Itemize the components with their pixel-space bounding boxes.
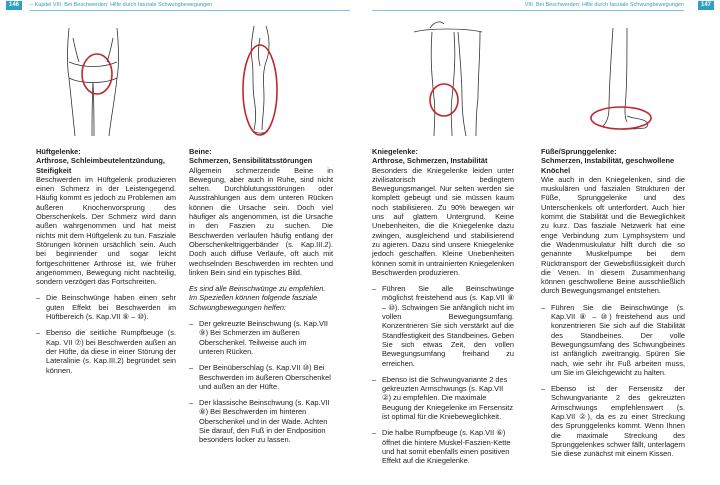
section-subtitle: Arthrose, Schleimbeutelentzündung, Steifigkeit: [36, 156, 165, 175]
hip-illustration: [55, 18, 130, 138]
knee-illustration: [410, 18, 490, 138]
running-head-left: – Kapitel VIII. Bei Beschwerden: Hilfe durch fasziale Schwungbewegungen: [30, 2, 213, 8]
page-header: [0, 0, 720, 11]
page-number-right: 147: [698, 1, 714, 10]
list-item: – Ebenso ist der Fersensitz der Schwungvariante 2 des gekreuzten Armschwungs empfehlenswert (s. Kap.VII ②), da es zu einer Streckung des Sprunggelenks kommt. Wenn Ihnen die maximale Streckung des Sprunggelenkes schwer fällt, unterlagern Sie diese zunächst mit einem Kissen.: [541, 384, 685, 459]
running-head-right: VIII. Bei Beschwerden: Hilfe durch fasziale Schwungbewegungen: [524, 2, 684, 8]
section-title: Füße/Sprunggelenke:: [541, 147, 617, 156]
list-item: – Der Beinüberschlag (s. Kap.VII ⑩) Bei Beschwerden im äußeren Oberschenkel und außen an der Hüfte.: [189, 363, 331, 391]
section-feet: [541, 147, 685, 459]
section-body: Besonders die Kniegelenke leiden unter zivilisatorisch bedingtem Bewegungsmangel. Nur selten werden sie komplett gebeugt und sie müssen kaum noch stabilisieren. Zu 90% bewegen wir uns auf glattem Untergrund. Keine Unebenheiten, die die Kniegelenke dazu zwingen, ausgleichend und stabilisierend zu agieren. Dazu sind unsere Kniegelenke jedoch geschaffen. Kleine Unebenheiten können somit in untrainierten Kniegelenken Beschwerden produzieren.: [372, 165, 514, 277]
section-subtitle: Schmerzen, Instabilität, geschwollene Knöchel: [541, 156, 675, 175]
section-knees: [372, 147, 514, 466]
section-title: Beine:: [189, 147, 212, 156]
list-item: – Ebenso ist die Schwungvariante 2 des gekreuzten Armschwungs (s. Kap.VII ②) zu empfehlen. Die maximale Beugung der Kniegelenke im Fersensitz ist optimal für die Kniebeweglichkeit.: [372, 374, 514, 422]
foot-highlight: [591, 107, 651, 129]
foot-illustration: [585, 18, 655, 138]
section-title: Kniegelenke:: [372, 147, 419, 156]
list-item: – Führen Sie alle Beinschwünge möglichst freistehend aus (s. Kap.VII ⑧ – ⑩). Schwingen Sie anfänglich nicht im vollen Bewegungsumfang. Konzentrieren Sie sich verstärkt auf die Standfestigkeit des Standbeines. Geben Sie sich etwas Zeit, den vollen Bewegungsumfang freihand zu erreichen.: [372, 284, 514, 368]
section-body: Beschwerden im Hüftgelenk produzieren einen Schmerz in der Leistengegend. Häufig kommt es jedoch zu Problemen am äußeren Knochenvorsprung des Oberschenkels. Der Schmerz wird dann außen wahrgenommen und hat meist nichts mit dem Hüftgelenk zu tun. Fasziale Störungen können ursächlich sein. Auch bei beginnender und sogar leicht fortgeschrittener Arthrose ist, wie früher angenommen, Bewegung nicht nachteilig, sondern verzögert das Fortschreiten.: [36, 174, 176, 287]
leg-highlight: [243, 45, 277, 135]
header-rule-left: [30, 10, 350, 11]
section-title: Hüftgelenke:: [36, 147, 81, 156]
section-subtitle: Schmerzen, Sensibilitätsstörungen: [189, 156, 313, 166]
section-legs: [189, 147, 333, 445]
page-number-left: 146: [6, 1, 22, 10]
header-rule-right: [372, 10, 684, 11]
list-item: – Führen Sie die Beinschwünge (s. Kap.VII ⑧ – ⑩) freistehend aus und konzentrieren Sie sich auf die Stabilität des Standbeines. Der volle Bewegungsumfang des Schwungbeines ist anfänglich zweitrangig. Spüren Sie nach, wie sehr ihr Fuß arbeiten muss, um Sie im Gleichgewicht zu halten.: [541, 302, 685, 377]
section-subtitle: Arthrose, Schmerzen, Instabilität: [372, 156, 488, 166]
section-body: Allgemein schmerzende Beine in Bewegung, aber auch in Ruhe, sind nicht selten. Durchblutungsstörungen oder Ausstrahlungen aus dem unteren Rücken können die Ursache sein. Doch viel häufiger als angenommen, ist die Ursache in den Faszien zu suchen. Die Beschwerden verlaufen häufig entlang der Oberschenkeltriggerbänder (s. Kap.III.2). Doch auch diffuse Verläufe, oft auch mit wechselnden Beschwerden im rechten und linken Bein sind ein typisches Bild.: [189, 165, 333, 277]
section-body: Wie auch in den Kniegelenken, sind die muskulären und faszialen Strukturen der Füße, Sprunggelenke und des Unterschenkels oft unterfordert. Auch hier kommt die Stabilität und die Beweglichkeit zu kurz. Das fasziale Netzwerk hat eine enge Verbindung zum Lymphsystem und die Wadenmuskulatur hilft durch die so genannte Muskelpumpe bei dem Rücktransport der Gewebsflüssigkeit durch die Venen. In diesem Zusammenhang können geschwollene Beine ausschließlich durch Bewegungsmangel entstehen.: [541, 174, 685, 296]
list-item: – Ebenso die seitliche Rumpfbeuge (s. Kap. VII ⑦) bei Beschwerden außen an der Hüfte, da diese in einer Störung der Lateralinie (s. Kap.III.2) begründet sein können.: [36, 328, 176, 375]
hip-highlight: [82, 54, 112, 94]
list-item: – Der gekreuzte Beinschwung (s. Kap.VII ⑨) Bei Schmerzen im äußeren Oberschenkel. Teilweise auch im unteren Rücken.: [189, 319, 328, 356]
list-item: – Die halbe Rumpfbeuge (s. Kap.VII ⑥) öffnet die hintere Muskel-Faszien-Kette und hat somit ebenfalls einen positiven Effekt auf die Kniegelenke.: [372, 428, 511, 466]
section-hips: [36, 147, 176, 375]
section-intro: Es sind alle Beinschwünge zu empfehlen. Im Speziellen können folgende fasziale Schwungbewegungen helfen:: [189, 284, 326, 312]
list-item: – Der klassische Beinschwung (s. Kap.VII ⑧) Bei Beschwerden im hinteren Oberschenkel und in der Wade. Achten Sie darauf, den Fuß in der Endposition besonders locker zu lassen.: [189, 398, 330, 445]
leg-illustration: [230, 18, 290, 138]
list-item: – Die Beinschwünge haben einen sehr guten Effekt bei Beschwerden im Hüftbereich (s. Kap.VII ⑧ – ⑩).: [36, 293, 176, 322]
